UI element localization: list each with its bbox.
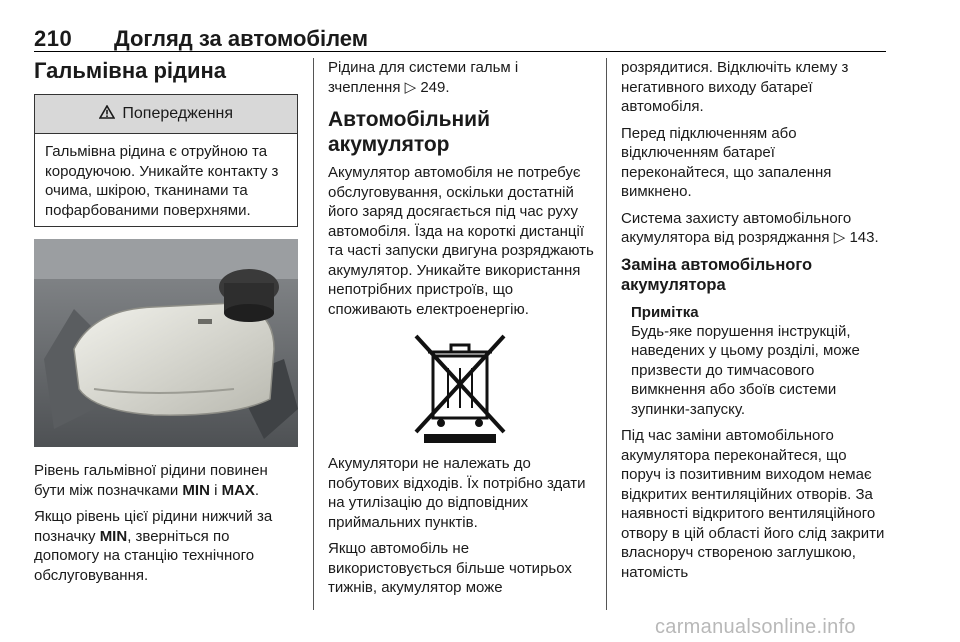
battery-paragraph-4: розрядитися. Відключіть клему з негативного виходу батареї автомобіля. bbox=[621, 59, 849, 115]
fluid-reference-paragraph: Рідина для системи гальм і зчеплення ▷ 249. bbox=[328, 59, 519, 96]
battery-protection-paragraph: Система захисту автомобільного акумулятора від розряджання ▷ 143. bbox=[621, 209, 879, 246]
brake-fluid-reservoir-photo bbox=[34, 239, 298, 447]
chapter-title: Догляд за автомобілем bbox=[114, 26, 369, 51]
column-divider-1 bbox=[313, 58, 314, 610]
note-title: Примітка bbox=[631, 303, 699, 321]
brake-low-paragraph: Якщо рівень цієї рідини нижчий за позначку MIN, зверніться по допомогу на станцію технічного обслуговування. bbox=[34, 508, 273, 584]
column-3 bbox=[621, 58, 885, 589]
battery-paragraph-1: Акумулятор автомобіля не потребує обслуговування, оскільки достатній його заряд досягається під час руху автомобіля. Їзда на короткі дистанції та часті запуски двигуна розряджають акумулятор. Уникайте використання непотрібних пристроїв, що споживають електроенергію. bbox=[328, 164, 594, 318]
brake-level-paragraph: Рівень гальмівної рідини повинен бути між позначками MIN і MAX. bbox=[34, 462, 268, 499]
warning-header bbox=[35, 95, 297, 134]
page-reference-link[interactable]: ▷ 249. bbox=[404, 78, 450, 96]
crossed-out-bin-icon bbox=[328, 326, 594, 446]
header-rule bbox=[34, 51, 886, 52]
battery-replacement-paragraph: Під час заміни автомобільного акумулятора переконайтеся, що поруч із позитивним виходом немає відкритих вентиляційних отворів. За наявності відкритого вентиляційного отвору в цій області його слід закрити власноруч створеною заглушкою, натомість bbox=[621, 427, 885, 581]
watermark: carmanualsonline.info bbox=[655, 616, 856, 638]
warning-title: Попередження bbox=[122, 105, 234, 122]
page-reference-link[interactable]: ▷ 143. bbox=[833, 229, 879, 246]
battery-paragraph-3: Якщо автомобіль не використовується більше чотирьох тижнів, акумулятор може bbox=[328, 540, 572, 596]
warning-triangle-icon bbox=[99, 105, 119, 122]
section-title-battery: Автомобільний акумулятор bbox=[328, 108, 491, 156]
battery-paragraph-5: Перед підключенням або відключенням батареї переконайтеся, що запалення вимкнено. bbox=[621, 124, 832, 200]
battery-paragraph-2: Акумулятори не належать до побутових відходів. Їх потрібно здати на утилізацію до відповідних приймальних пунктів. bbox=[328, 455, 586, 531]
note-box bbox=[621, 303, 885, 420]
column-1 bbox=[34, 58, 298, 592]
note-text: Будь-яке порушення інструкцій, наведених у цьому розділі, може призвести до тимчасового вимкнення або збоїв системи зупинки-запуску. bbox=[631, 322, 860, 418]
column-2 bbox=[328, 58, 594, 605]
warning-text: Гальмівна рідина є отруйною та кородуючою. Уникайте контакту з очима, шкірою, тканинами та пофарбованими поверхнями. bbox=[45, 143, 279, 219]
page-number: 210 bbox=[34, 26, 73, 51]
warning-box bbox=[34, 94, 298, 227]
section-title-brake-fluid: Гальмівна рідина bbox=[34, 58, 227, 83]
page-header bbox=[34, 22, 886, 52]
section-title-battery-replacement: Заміна автомобільного акумулятора bbox=[621, 255, 813, 294]
column-divider-2 bbox=[606, 58, 607, 610]
